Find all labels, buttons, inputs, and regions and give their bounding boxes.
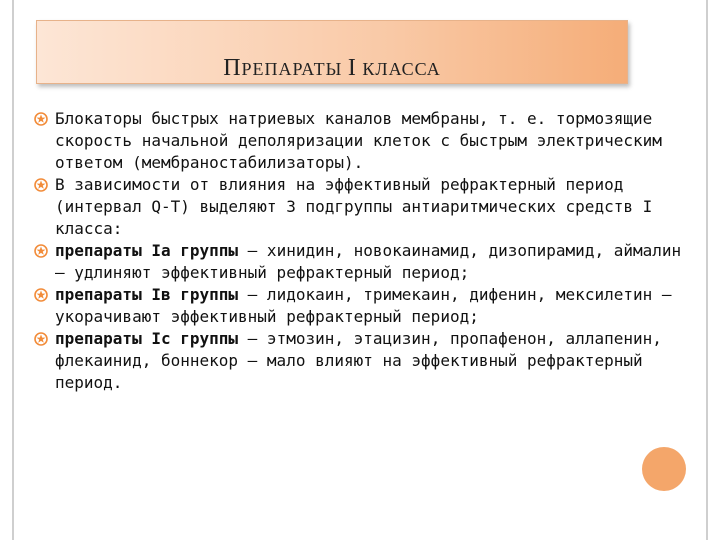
item-text: — лидокаин, тримекаин, дифенин, мексилетин — укорачивают эффективный рефрактерный период;	[55, 285, 672, 326]
title-banner	[36, 20, 628, 84]
title-part-2: КЛАССА	[356, 59, 441, 79]
bullet-list	[34, 108, 694, 394]
title-initial-2: I	[347, 55, 357, 81]
slide-border-right	[706, 0, 708, 540]
list-item	[34, 240, 694, 284]
item-bold-text: препараты Ia группы	[55, 241, 239, 260]
item-text: — этмозин, этацизин, пропафенон, аллапенин, флекаинид, боннекор — мало влияют на эффективный рефрактерный период.	[55, 329, 662, 392]
slide-border-left	[12, 0, 14, 540]
list-item	[34, 108, 694, 174]
star-bullet-icon	[34, 332, 48, 346]
list-item	[34, 284, 694, 328]
slide-title	[37, 55, 627, 82]
title-part-1: РЕПАРАТЫ	[241, 59, 348, 79]
item-bold-text: препараты Ic группы	[55, 329, 239, 348]
item-text: Блокаторы быстрых натриевых каналов мембраны, т. е. тормозящие скорость начальной деполяризации клеток с быстрым электрическим ответом (мембраностабилизаторы).	[55, 109, 662, 172]
item-text: — хинидин, новокаинамид, дизопирамид, аймалин — удлиняют эффективный рефрактерный период;	[55, 241, 682, 282]
decorative-circle	[642, 447, 686, 491]
star-bullet-icon	[34, 112, 48, 126]
item-text: В зависимости от влияния на эффективный рефрактерный период (интервал Q-T) выделяют 3 подгруппы антиаритмических средств I класса:	[55, 175, 653, 238]
star-bullet-icon	[34, 178, 48, 192]
list-item	[34, 328, 694, 394]
item-bold-text: препараты Iв группы	[55, 285, 239, 304]
star-bullet-icon	[34, 288, 48, 302]
star-bullet-icon	[34, 244, 48, 258]
list-item	[34, 174, 694, 240]
title-initial-1: П	[223, 55, 242, 81]
